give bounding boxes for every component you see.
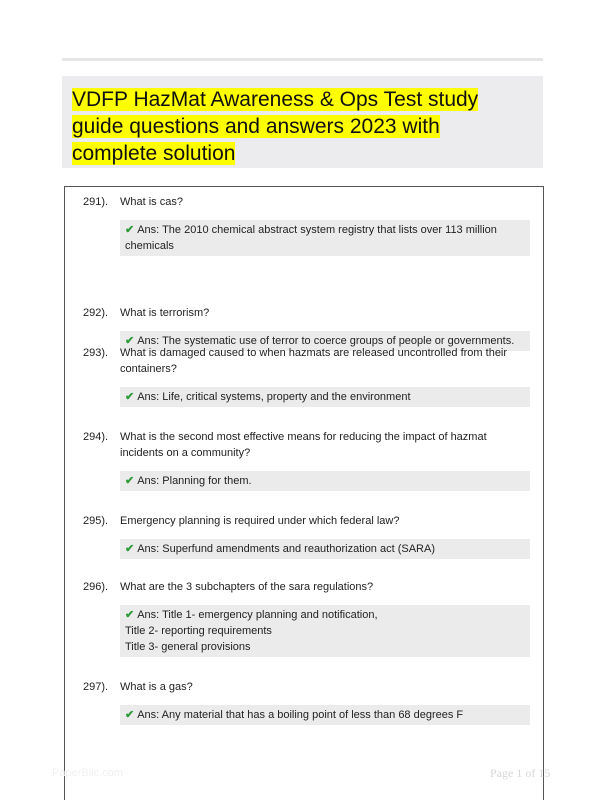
checkmark-icon: ✔ — [125, 224, 135, 236]
checkmark-icon: ✔ — [125, 475, 135, 487]
answer-box — [120, 705, 530, 725]
answer-box — [120, 539, 530, 559]
question-text: What is cas? — [120, 196, 183, 208]
footer-site: PaperBlic.com — [52, 767, 123, 779]
answer-text: Ans: Title 1- emergency planning and notification, — [137, 609, 378, 621]
answer-text: Ans: The systematic use of terror to coerce groups of people or governments. — [137, 335, 515, 347]
question-number: 296). — [83, 581, 109, 593]
divider — [62, 58, 543, 61]
checkmark-icon: ✔ — [125, 391, 135, 403]
answer-box — [120, 220, 530, 256]
answer-box — [120, 605, 530, 657]
question-number: 291). — [83, 196, 109, 208]
question-number: 293). — [83, 347, 109, 359]
checkmark-icon: ✔ — [125, 543, 135, 555]
document-title: VDFP HazMat Awareness & Ops Test study guide questions and answers 2023 with complete solution — [72, 88, 479, 165]
answer-box — [120, 387, 530, 407]
checkmark-icon: ✔ — [125, 709, 135, 721]
answer-text: Ans: Superfund amendments and reauthorization act (SARA) — [137, 543, 435, 555]
answer-text: Ans: Planning for them. — [137, 475, 252, 487]
answer-box — [120, 471, 530, 491]
question-number: 297). — [83, 681, 109, 693]
answer-text: Ans: Any material that has a boiling point of less than 68 degrees F — [137, 709, 464, 721]
question-text: What are the 3 subchapters of the sara regulations? — [120, 581, 374, 593]
answer-text: Ans: The 2010 chemical abstract system registry that lists over 113 million chemicals — [125, 224, 497, 252]
question-text: What is terrorism? — [120, 307, 210, 319]
question-text: Emergency planning is required under which federal law? — [120, 515, 400, 527]
page-number: Page 1 of 15 — [490, 766, 551, 780]
checkmark-icon: ✔ — [125, 609, 135, 621]
answer-text: Title 3- general provisions — [125, 641, 251, 653]
question-text: What is a gas? — [120, 681, 193, 693]
checkmark-icon: ✔ — [125, 335, 135, 347]
question-number: 294). — [83, 431, 109, 443]
answer-text: Ans: Life, critical systems, property and the environment — [137, 391, 411, 403]
question-list — [64, 186, 544, 800]
question-text: What is the second most effective means for reducing the impact of hazmat incidents on a community? — [120, 431, 487, 459]
answer-text: Title 2- reporting requirements — [125, 625, 272, 637]
question-number: 295). — [83, 515, 109, 527]
question-text: What is damaged caused to when hazmats are released uncontrolled from their containers? — [120, 347, 508, 375]
question-number: 292). — [83, 307, 109, 319]
